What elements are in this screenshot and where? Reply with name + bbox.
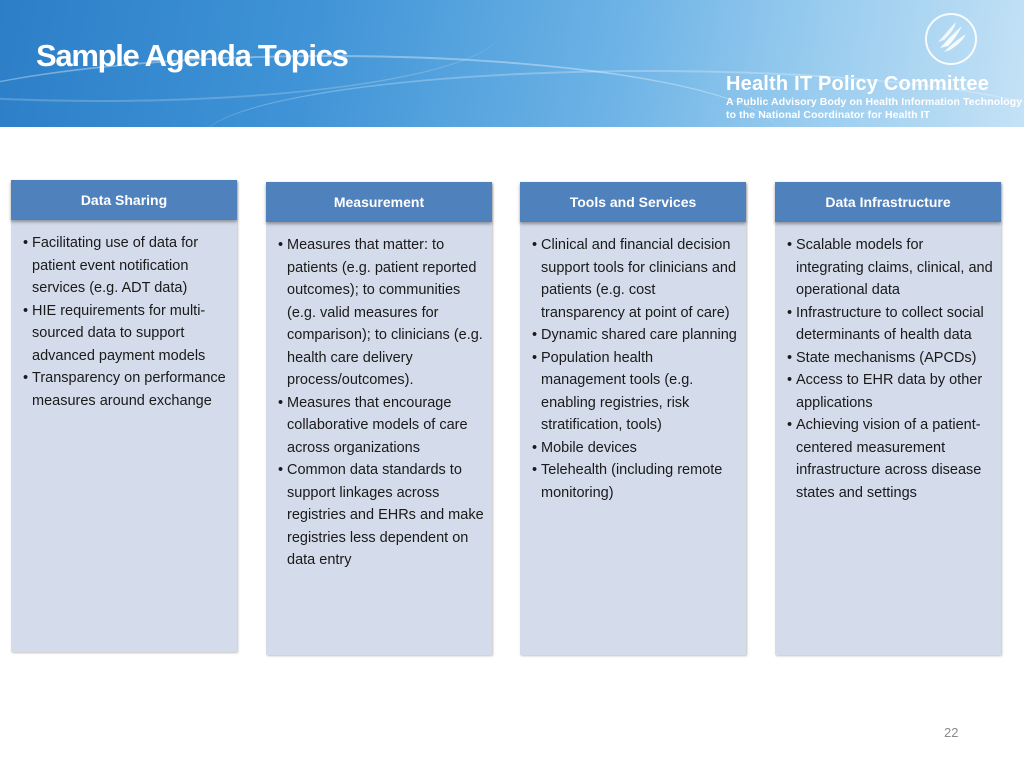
column-measurement bbox=[266, 182, 492, 655]
topic-list bbox=[11, 232, 237, 412]
bullet-icon: • bbox=[787, 349, 793, 366]
list-item-text: Scalable models for integrating claims, clinical, and operational data bbox=[796, 237, 993, 298]
list-item-text: Measures that encourage collaborative models of care across organizations bbox=[287, 394, 468, 456]
bullet-icon: • bbox=[532, 462, 538, 478]
bullet-icon: • bbox=[787, 372, 793, 388]
column-data-infrastructure bbox=[775, 182, 1001, 655]
list-item bbox=[278, 392, 486, 460]
bullet-icon: • bbox=[532, 327, 538, 343]
list-item-text: Clinical and financial decision support tools for clinicians and patients (e.g. cost transparency at point of care) bbox=[541, 237, 737, 321]
topic-list bbox=[266, 234, 492, 572]
list-item bbox=[532, 437, 740, 460]
org-subtitle-line1: A Public Advisory Body on Health Information Technology bbox=[726, 96, 1023, 108]
list-item bbox=[787, 347, 995, 370]
page-title: Sample Agenda Topics bbox=[36, 38, 348, 73]
list-item bbox=[278, 234, 486, 392]
org-subtitle-line2: to the National Coordinator for Health IT bbox=[726, 109, 931, 121]
list-item-text: Achieving vision of a patient-centered measurement infrastructure across disease states and settings bbox=[796, 417, 982, 501]
column-header: Data Sharing bbox=[11, 180, 237, 220]
column-data-sharing bbox=[11, 180, 237, 652]
list-item-text: HIE requirements for multi-sourced data to support advanced payment models bbox=[32, 302, 206, 364]
column-header: Data Infrastructure bbox=[775, 182, 1001, 222]
bullet-icon: • bbox=[278, 237, 284, 253]
list-item-text: Population health management tools (e.g. enabling registries, risk stratification, tools) bbox=[541, 349, 694, 433]
column-header: Tools and Services bbox=[520, 182, 746, 222]
list-item bbox=[787, 302, 995, 347]
bullet-icon: • bbox=[278, 394, 284, 411]
bullet-icon: • bbox=[532, 439, 538, 456]
list-item bbox=[532, 347, 740, 437]
list-item bbox=[23, 367, 231, 412]
bullet-icon: • bbox=[532, 237, 538, 253]
list-item bbox=[532, 324, 740, 347]
list-item-text: Infrastructure to collect social determinants of health data bbox=[796, 304, 984, 343]
list-item-text: Telehealth (including remote monitoring) bbox=[541, 462, 723, 501]
list-item bbox=[278, 459, 486, 572]
bullet-icon: • bbox=[278, 462, 284, 478]
list-item-text: Common data standards to support linkages across registries and EHRs and make registries less dependent on data entry bbox=[287, 462, 484, 568]
bullet-icon: • bbox=[23, 370, 29, 386]
topic-list bbox=[520, 234, 746, 504]
org-branding bbox=[726, 72, 1022, 122]
bullet-icon: • bbox=[787, 304, 793, 321]
header-banner bbox=[0, 0, 1024, 127]
org-name: Health IT Policy Committee bbox=[726, 73, 990, 95]
list-item bbox=[532, 459, 740, 504]
bullet-icon: • bbox=[23, 302, 29, 319]
bullet-icon: • bbox=[532, 349, 538, 366]
column-header: Measurement bbox=[266, 182, 492, 222]
list-item bbox=[23, 300, 231, 368]
column-tools-and-services bbox=[520, 182, 746, 655]
list-item-text: State mechanisms (APCDs) bbox=[796, 349, 977, 366]
list-item-text: Dynamic shared care planning bbox=[541, 327, 737, 343]
bullet-icon: • bbox=[787, 417, 793, 433]
list-item-text: Mobile devices bbox=[541, 439, 637, 456]
list-item-text: Measures that matter: to patients (e.g. patient reported outcomes); to communities (e.g. valid measures for comparison); to clinicians (e.g. health care delivery process/outcomes). bbox=[287, 237, 483, 388]
topic-list bbox=[775, 234, 1001, 504]
hhs-eagle-icon bbox=[924, 12, 978, 66]
list-item bbox=[787, 234, 995, 302]
list-item bbox=[532, 234, 740, 324]
list-item-text: Transparency on performance measures around exchange bbox=[32, 370, 226, 409]
list-item bbox=[787, 369, 995, 414]
list-item bbox=[787, 414, 995, 504]
bullet-icon: • bbox=[787, 237, 793, 253]
list-item bbox=[23, 232, 231, 300]
page-number: 22 bbox=[944, 725, 959, 740]
bullet-icon: • bbox=[23, 235, 29, 251]
list-item-text: Access to EHR data by other applications bbox=[796, 372, 983, 411]
list-item-text: Facilitating use of data for patient event notification services (e.g. ADT data) bbox=[32, 235, 199, 296]
